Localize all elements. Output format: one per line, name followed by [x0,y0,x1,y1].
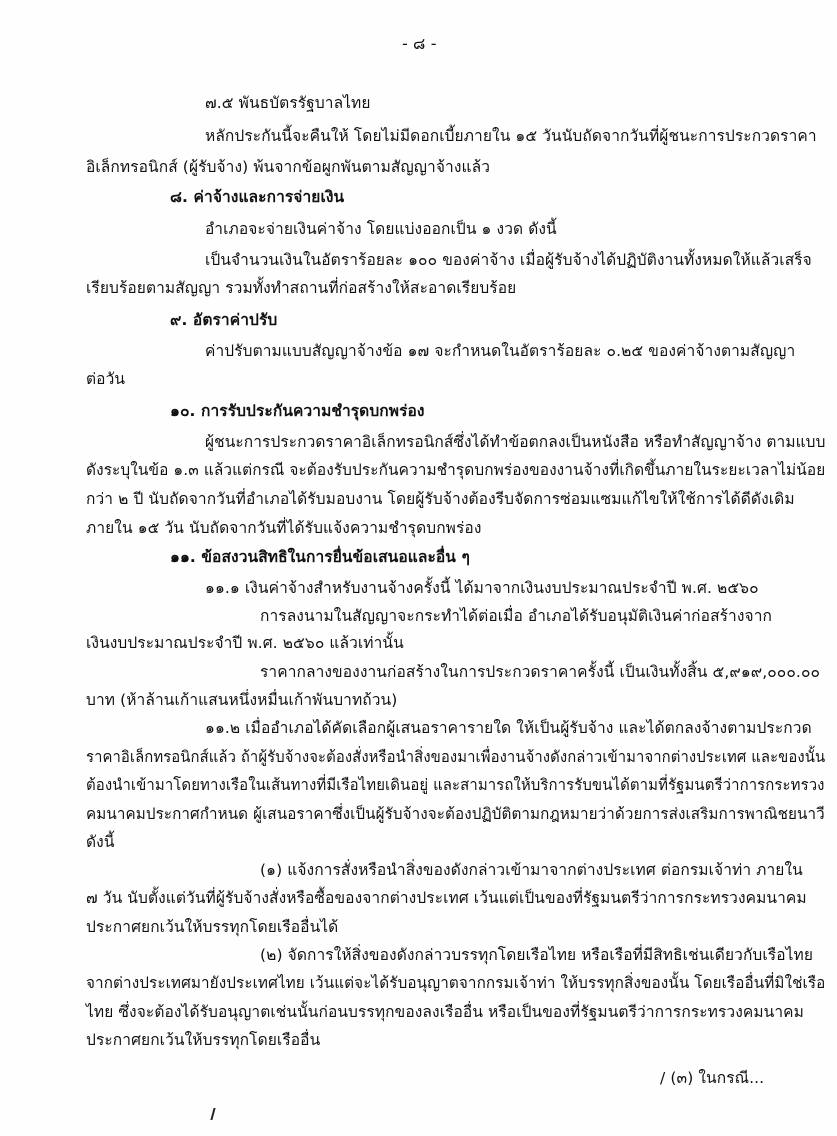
page-number: - ๘ - [402,34,437,53]
paragraph-line: (๒) จัดการให้สิ่งของดังกล่าวบรรทุกโดยเรือไทย หรือเรือที่มีสิทธิเช่นเดียวกับเรือไทย [260,946,813,964]
paragraph-line: จากต่างประเทศมายังประเทศไทย เว้นแต่จะได้รับอนุญาตจากกรมเจ้าท่า ให้บรรทุกสิ่งของนั้น โดยเรืออื่นที่มิใช่เรือ [86,974,826,992]
paragraph-line: ดังนี้ [86,833,115,851]
paragraph-line: ๑๑.๒ เมื่ออำเภอได้คัดเลือกผู้เสนอราคารายใด ให้เป็นผู้รับจ้าง และได้ตกลงจ้างตามประกวด [205,719,812,737]
paragraph-line: ไทย ซึ่งจะต้องได้รับอนุญาตเช่นนั้นก่อนบรรทุกของลงเรืออื่น หรือเป็นของที่รัฐมนตรีว่าการกระทรวงคมนาคม [86,1003,804,1021]
section-8-heading: ๘. ค่าจ้างและการจ่ายเงิน [170,188,345,206]
paragraph-line: บาท (ห้าล้านเก้าแสนหนึ่งหมื่นเก้าพันบาทถ้วน) [86,691,398,709]
paragraph-line: ราคาอิเล็กทรอนิกส์แล้ว ถ้าผู้รับจ้างจะต้องสั่งหรือนำสิ่งของมาเพื่องานจ้างดังกล่าวเข้ามาจากต่างประเทศ และของนั้น [86,748,826,766]
paragraph-line: ต้องนำเข้ามาโดยทางเรือในเส้นทางที่มีเรือไทยเดินอยู่ และสามารถให้บริการรับขนได้ตามที่รัฐมนตรีว่าการกระทรวง [86,776,825,794]
paragraph-line: กว่า ๒ ปี นับถัดจากวันที่อำเภอได้รับมอบงาน โดยผู้รับจ้างต้องรีบจัดการซ่อมแซมแก้ไขให้ใช้การได้ดีดังเดิม [86,490,795,508]
paragraph-line: ผู้ชนะการประกวดราคาอิเล็กทรอนิกส์ซึ่งได้ทำข้อตกลงเป็นหนังสือ หรือทำสัญญาจ้าง ตามแบบ [205,433,826,451]
paragraph-line: ๗ วัน นับตั้งแต่วันที่ผู้รับจ้างสั่งหรือซื้อของจากต่างประเทศ เว้นแต่เป็นของที่รัฐมนตรีว่าการกระทรวงคมนาคม [86,889,807,907]
paragraph-line: เรียบร้อยตามสัญญา รวมทั้งทำสถานที่ก่อสร้างให้สะอาดเรียบร้อย [86,279,517,297]
paragraph-line: ดังระบุในข้อ ๑.๓ แล้วแต่กรณี จะต้องรับประกันความชำรุดบกพร่องของงานจ้างที่เกิดขึ้นภายในระยะเวลาไม่น้อย [86,461,826,479]
item-7-5-heading: ๗.๕ พันธบัตรรัฐบาลไทย [205,94,371,112]
paragraph-line: (๑) แจ้งการสั่งหรือนำสิ่งของดังกล่าวเข้ามาจากต่างประเทศ ต่อกรมเจ้าท่า ภายใน [260,861,803,879]
paragraph-line: เป็นจำนวนเงินในอัตราร้อยละ ๑๐๐ ของค่าจ้าง เมื่อผู้รับจ้างได้ปฏิบัติงานทั้งหมดให้แล้วเสร็จ [205,251,812,269]
paragraph-line: หลักประกันนี้จะคืนให้ โดยไม่มีดอกเบี้ยภายใน ๑๕ วันนับถัดจากวันที่ผู้ชนะการประกวดราคา [205,127,817,145]
paragraph-line: อำเภอจะจ่ายเงินค่าจ้าง โดยแบ่งออกเป็น ๑ งวด ดังนี้ [205,220,557,238]
paragraph-line: ภายใน ๑๕ วัน นับถัดจากวันที่ได้รับแจ้งความชำรุดบกพร่อง [86,519,482,537]
section-10-heading: ๑๐. การรับประกันความชำรุดบกพร่อง [170,402,425,420]
paragraph-line: ๑๑.๑ เงินค่าจ้างสำหรับงานจ้างครั้งนี้ ได้มาจากเงินงบประมาณประจำปี พ.ศ. ๒๕๖๐ [205,579,759,597]
paragraph-line: ต่อวัน [86,370,126,388]
paragraph-line: คมนาคมประกาศกำหนด ผู้เสนอราคาซึ่งเป็นผู้รับจ้างจะต้องปฏิบัติตามกฎหมายว่าด้วยการส่งเสริมการพาณิชยนาวี [86,805,825,823]
continuation-note: / (๓) ในกรณี... [660,1069,765,1087]
paragraph-line: ประกาศยกเว้นให้บรรทุกโดยเรืออื่นได้ [86,918,339,936]
paragraph-line: ประกาศยกเว้นให้บรรทุกโดยเรืออื่น [86,1031,321,1049]
section-11-heading: ๑๑. ข้อสงวนสิทธิในการยื่นข้อเสนอและอื่น ๆ [170,548,470,566]
paragraph-line: อิเล็กทรอนิกส์ (ผู้รับจ้าง) พ้นจากข้อผูกพันตามสัญญาจ้างแล้ว [86,158,491,176]
paragraph-line: ราคากลางของงานก่อสร้างในการประกวดราคาครั้งนี้ เป็นเงินทั้งสิ้น ๕,๙๑๙,๐๐๐.๐๐ [260,663,821,681]
stray-pen-mark [210,1108,215,1120]
section-9-heading: ๙. อัตราค่าปรับ [170,311,278,329]
paragraph-line: ค่าปรับตามแบบสัญญาจ้างข้อ ๑๗ จะกำหนดในอัตราร้อยละ ๐.๒๕ ของค่าจ้างตามสัญญา [205,342,796,360]
paragraph-line: เงินงบประมาณประจำปี พ.ศ. ๒๕๖๐ แล้วเท่านั้น [86,634,404,652]
paragraph-line: การลงนามในสัญญาจะกระทำได้ต่อเมื่อ อำเภอได้รับอนุมัติเงินค่าก่อสร้างจาก [260,607,772,625]
